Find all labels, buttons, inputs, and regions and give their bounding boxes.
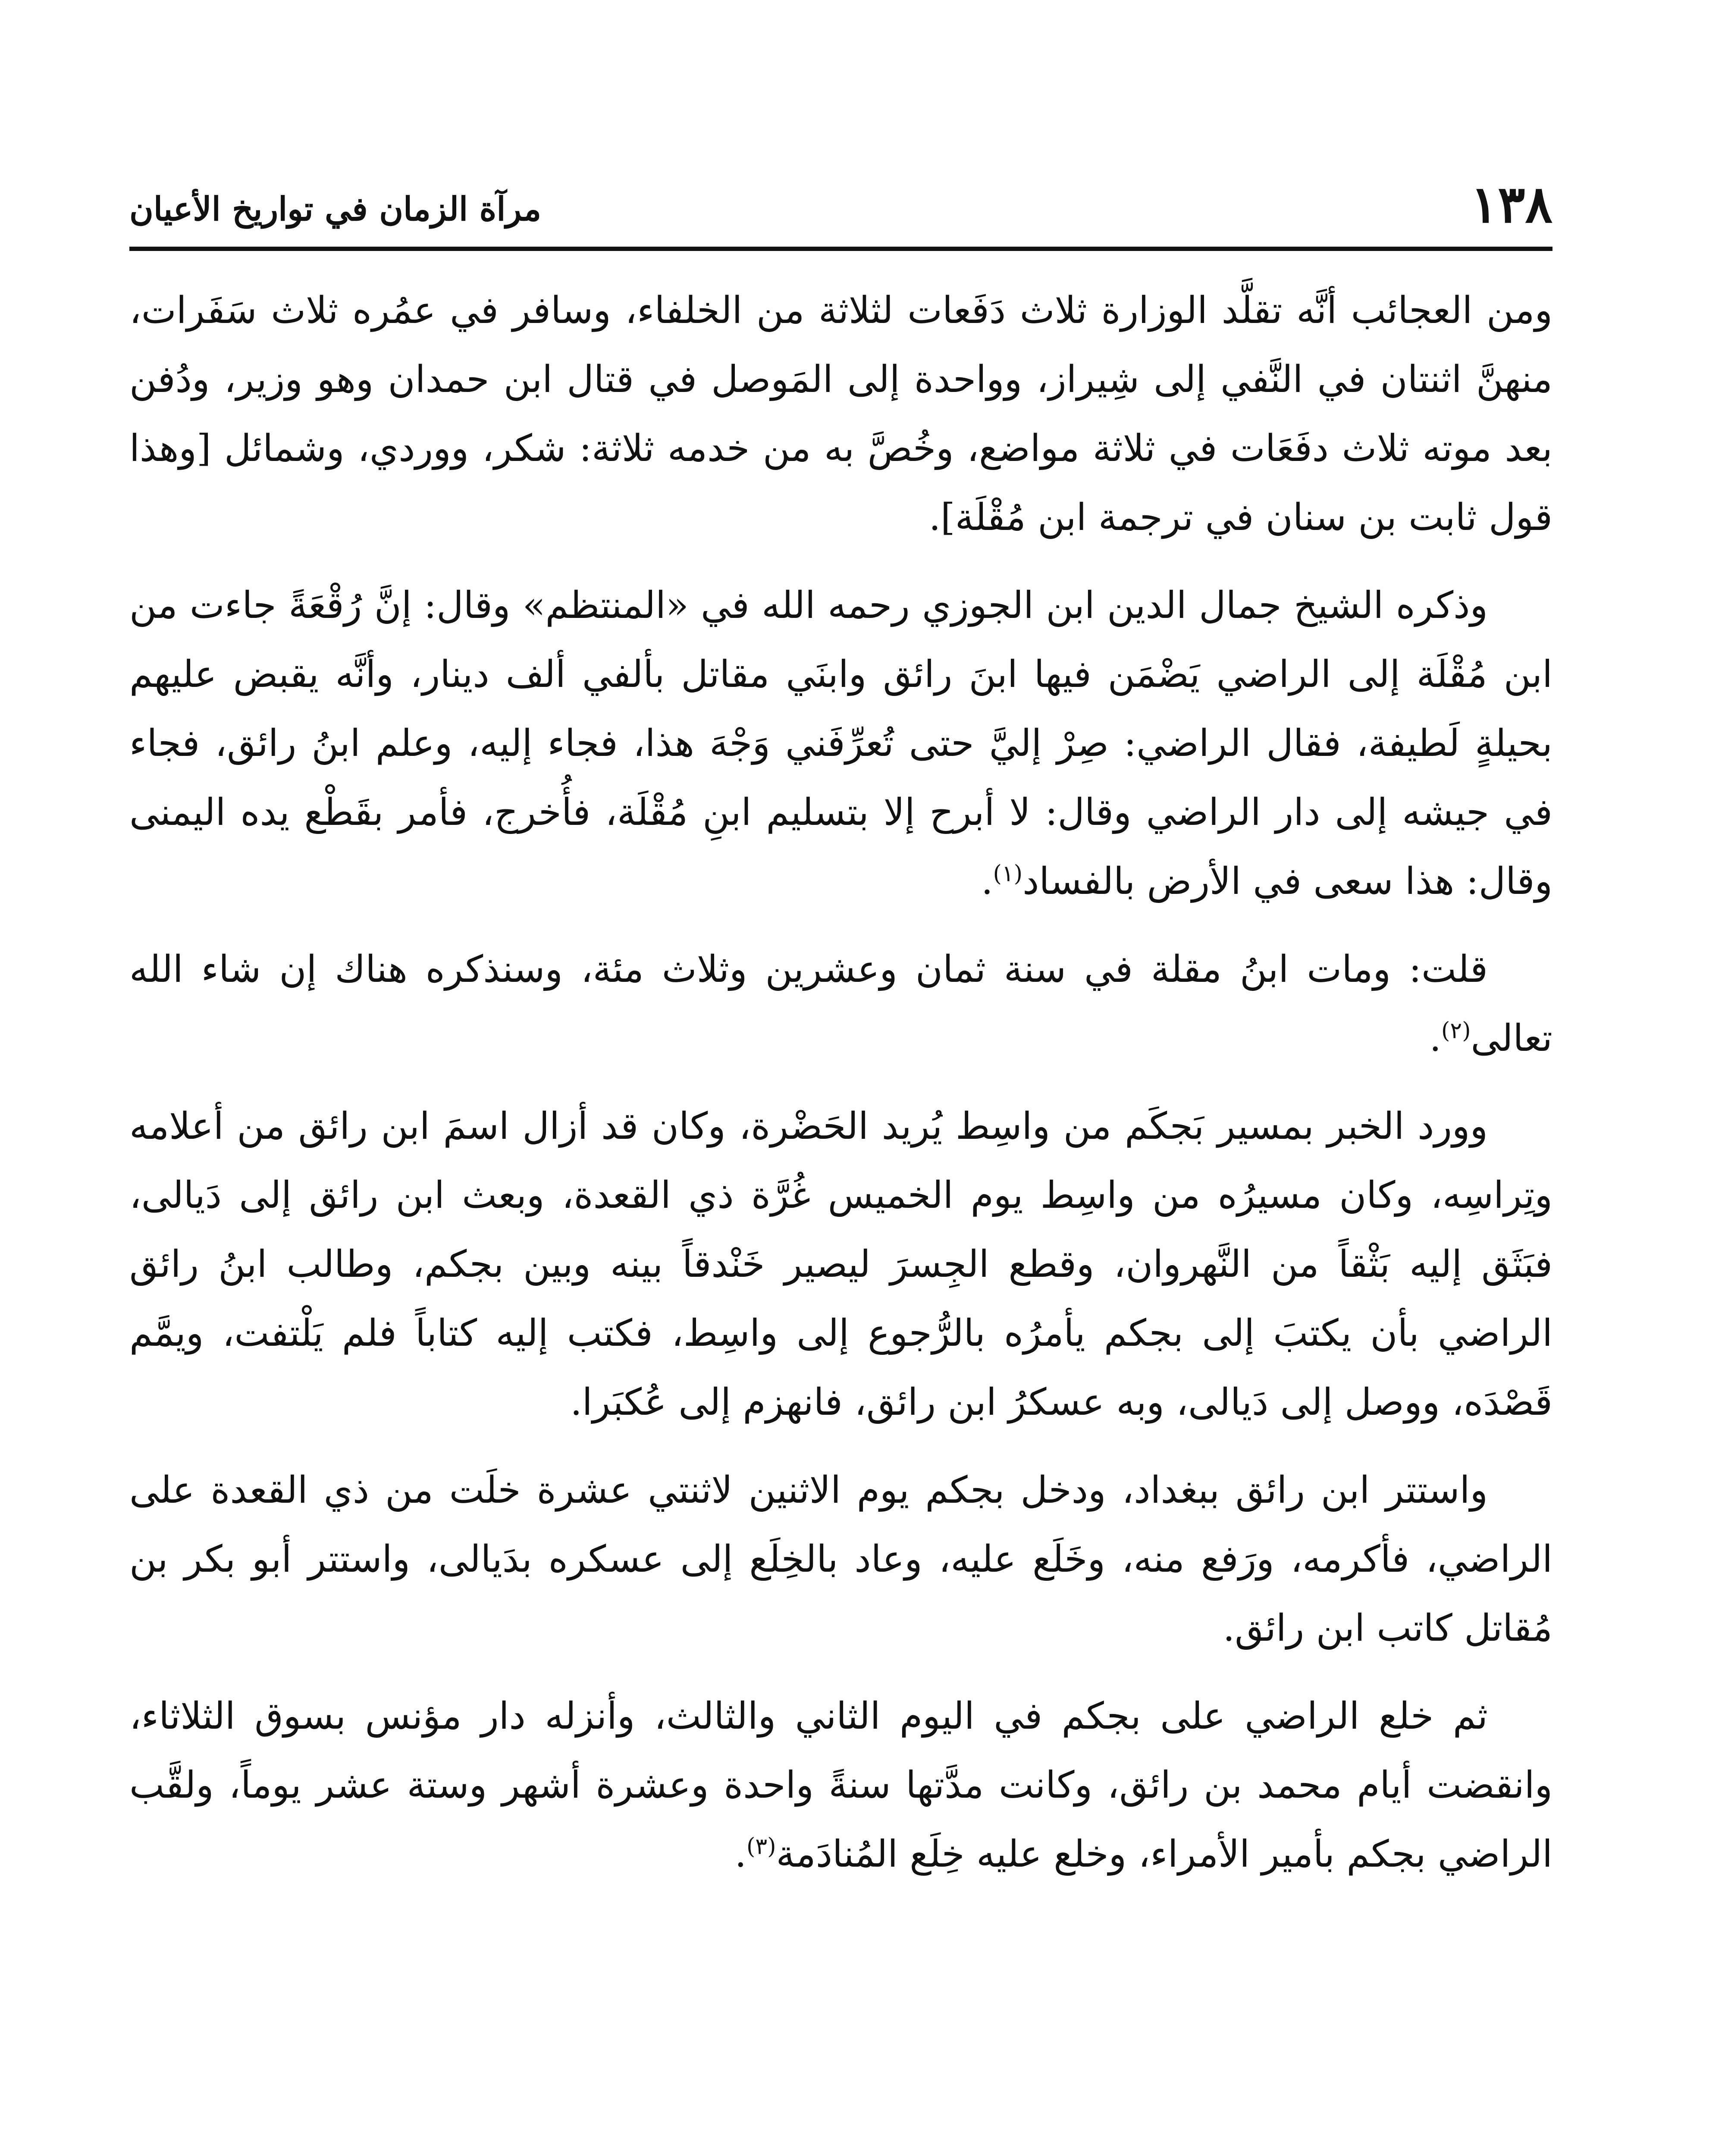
main-text <box>129 276 1552 1908</box>
footnote-ref-2: (٢) <box>1441 1018 1471 1044</box>
paragraph-4: وورد الخبر بمسير بَجكَم من واسِط يُريد الحَضْرة، وكان قد أزال اسمَ ابن رائق من أعلامه وتِراسِه، وكان مسيرُه من واسِط يوم الخميس غُرَّة ذي القعدة، وبعث ابن رائق إلى دَيالى، فبَثَق إليه بَثْقاً من النَّهروان، وقطع الجِسرَ ليصير خَنْدقاً بينه وبين بجكم، وطالب ابنُ رائق الراضي بأن يكتبَ إلى بجكم يأمرُه بالرُّجوع إلى واسِط، فكتب إليه كتاباً فلم يَلْتفت، ويمَّم قَصْدَه، ووصل إلى دَيالى، وبه عسكرُ ابن رائق، فانهزم إلى عُكبَرا. <box>129 1105 1552 1424</box>
footnote-ref-1: (١) <box>993 861 1023 887</box>
paragraph-1: ومن العجائب أنَّه تقلَّد الوزارة ثلاث دَفَعات لثلاثة من الخلفاء، وسافر في عمُره ثلاث سَفَرات، منهنَّ اثنتان في النَّفي إلى شِيراز، وواحدة إلى المَوصل في قتال ابن حمدان وهو وزير، ودُفن بعد موته ثلاث دفَعَات في ثلاثة مواضع، وخُصَّ به من خدمه ثلاثة: شكر، ووردي، وشمائل [وهذا قول ثابت بن سنان في ترجمة ابن مُقْلَة]. <box>129 289 1552 539</box>
paragraph-2-end: . <box>981 860 993 903</box>
paragraph-3 <box>129 935 1552 1073</box>
paragraph-3-text: قلت: ومات ابنُ مقلة في سنة ثمان وعشرين وثلاث مئة، وسنذكره هناك إن شاء الله تعالى <box>129 948 1552 1060</box>
paragraph-2 <box>129 571 1552 916</box>
header-rule <box>129 247 1552 251</box>
footnote-ref-3: (٣) <box>746 1833 776 1860</box>
page-header <box>129 170 1552 248</box>
running-title: مرآة الزمان في تواريخ الأعيان <box>129 190 542 228</box>
paragraph-6-text: ثم خلع الراضي على بجكم في اليوم الثاني والثالث، وأنزله دار مؤنس بسوق الثلاثاء، وانقضت أيام محمد بن رائق، وكانت مدَّتها سنةً واحدة وعشرة أشهر وستة عشر يوماً، ولقَّب الراضي بجكم بأمير الأمراء، وخلع عليه خِلَع المُنادَمة <box>129 1695 1552 1876</box>
paragraph-6 <box>129 1682 1552 1889</box>
paragraph-5: واستتر ابن رائق ببغداد، ودخل بجكم يوم الاثنين لاثنتي عشرة خلَت من ذي القعدة على الراضي، فأكرمه، ورَفع منه، وخَلَع عليه، وعاد بالخِلَع إلى عسكره بدَيالى، واستتر أبو بكر بن مُقاتل كاتب ابن رائق. <box>129 1469 1552 1650</box>
paragraph-3-end: . <box>1429 1017 1441 1060</box>
paragraph-2-text: وذكره الشيخ جمال الدين ابن الجوزي رحمه الله في «المنتظم» وقال: إنَّ رُقْعَةً جاءت من ابن مُقْلَة إلى الراضي يَضْمَن فيها ابنَ رائق وابنَي مقاتل بألفي ألف دينار، وأنَّه يقبض عليهم بحيلةٍ لَطيفة، فقال الراضي: صِرْ إليَّ حتى تُعرِّفَني وَجْهَ هذا، فجاء إليه، وعلم ابنُ رائق، فجاء في جيشه إلى دار الراضي وقال: لا أبرح إلا بتسليم ابنِ مُقْلَة، فأُخرج، فأمر بقَطْع يده اليمنى وقال: هذا سعى في الأرض بالفساد <box>129 584 1552 903</box>
page-number: ١٣٨ <box>1470 174 1552 234</box>
paragraph-6-end: . <box>734 1833 746 1876</box>
